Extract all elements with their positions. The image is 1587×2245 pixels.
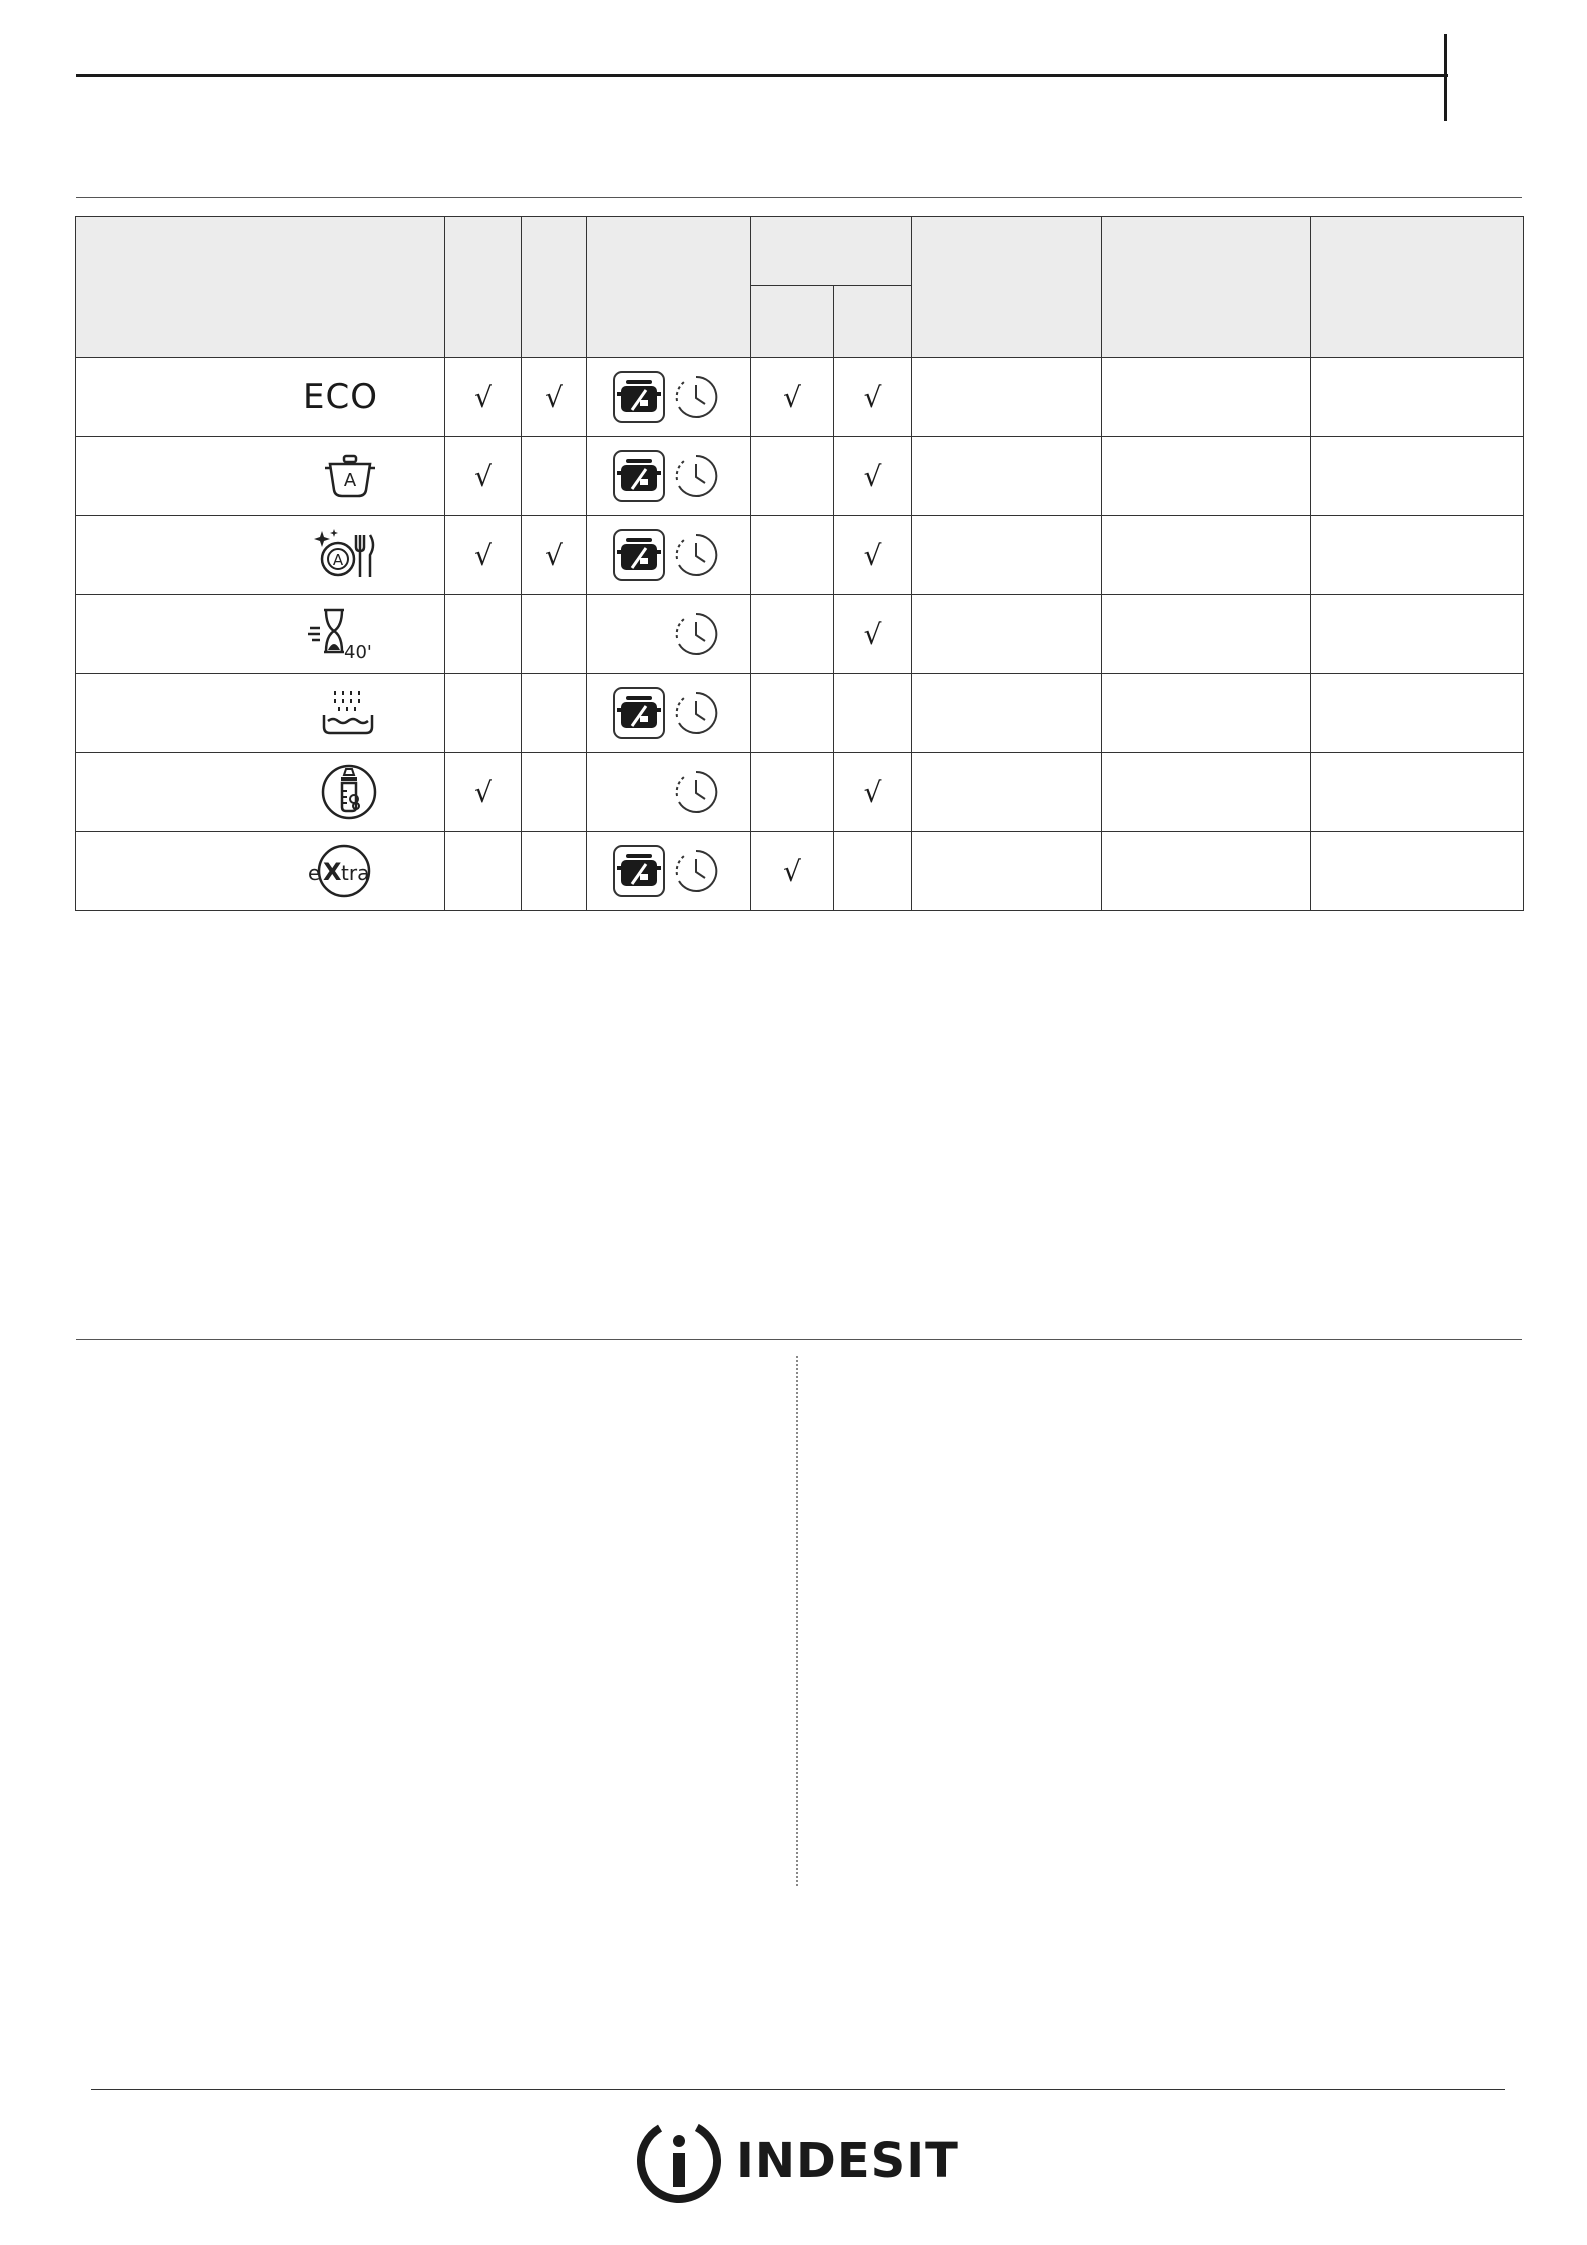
pot-icon xyxy=(611,448,667,504)
check-mark: √ xyxy=(863,617,882,651)
delay-clock-icon xyxy=(668,685,724,741)
col9-cell xyxy=(1311,595,1524,674)
baby-bottle-icon xyxy=(320,783,378,800)
delay-clock-icon xyxy=(668,606,724,662)
check-mark: √ xyxy=(545,380,563,414)
table-row xyxy=(76,358,1524,437)
corner-tick xyxy=(1444,34,1447,121)
sub-a-cell xyxy=(751,516,834,595)
sub-b-cell xyxy=(834,358,912,437)
header-group xyxy=(751,217,912,286)
program-cell xyxy=(76,437,445,516)
svg-text:40': 40' xyxy=(344,642,372,663)
sub-b-cell xyxy=(834,832,912,911)
col9-cell xyxy=(1311,674,1524,753)
col7-cell xyxy=(912,358,1102,437)
delay-clock-icon xyxy=(668,764,724,820)
indesit-logo xyxy=(636,2118,959,2204)
check-mark: √ xyxy=(474,775,492,809)
col7-cell xyxy=(912,753,1102,832)
col9-cell xyxy=(1311,437,1524,516)
sub-b-cell xyxy=(834,437,912,516)
header-col8 xyxy=(1102,217,1311,358)
table-row xyxy=(76,753,1524,832)
col7-cell xyxy=(912,674,1102,753)
sub-a-cell xyxy=(751,832,834,911)
options-cell xyxy=(587,358,751,437)
svg-text:e: e xyxy=(308,861,321,885)
check-mark: √ xyxy=(863,459,882,493)
check-mark: √ xyxy=(783,380,801,414)
svg-text:tra: tra xyxy=(341,861,370,885)
col8-cell xyxy=(1102,753,1311,832)
delay-clock-icon xyxy=(668,369,724,425)
program-cell xyxy=(76,358,445,437)
col2-cell xyxy=(522,358,587,437)
col2-cell xyxy=(522,595,587,674)
sub-a-cell xyxy=(751,595,834,674)
col7-cell xyxy=(912,595,1102,674)
col8-cell xyxy=(1102,358,1311,437)
table-row xyxy=(76,516,1524,595)
col7-cell xyxy=(912,516,1102,595)
header-program xyxy=(76,217,445,358)
col2-cell xyxy=(522,437,587,516)
header-col1 xyxy=(445,217,522,358)
check-mark: √ xyxy=(863,380,882,414)
sub-b-cell xyxy=(834,753,912,832)
svg-text:X: X xyxy=(323,858,342,886)
pot-icon xyxy=(611,843,667,899)
col1-cell xyxy=(445,358,522,437)
col1-cell xyxy=(445,674,522,753)
col9-cell xyxy=(1311,832,1524,911)
sub-a-cell xyxy=(751,674,834,753)
table-row xyxy=(76,595,1524,674)
pot-icon xyxy=(611,369,667,425)
col9-cell xyxy=(1311,358,1524,437)
header-options xyxy=(587,217,751,358)
program-label: ECO xyxy=(303,377,378,417)
check-mark: √ xyxy=(545,538,563,572)
col8-cell xyxy=(1102,595,1311,674)
options-cell xyxy=(587,595,751,674)
program-cell xyxy=(76,832,445,911)
col1-cell xyxy=(445,832,522,911)
check-mark: √ xyxy=(783,854,801,888)
soak-icon xyxy=(318,704,378,721)
check-mark: √ xyxy=(863,775,882,809)
sub-b-cell xyxy=(834,516,912,595)
empty-option-slot xyxy=(611,764,667,820)
program-cell xyxy=(76,753,445,832)
sub-a-cell xyxy=(751,358,834,437)
table-row xyxy=(76,832,1524,911)
logo-wordmark: INDESIT xyxy=(736,2133,959,2189)
svg-text:A: A xyxy=(343,470,357,491)
col2-cell xyxy=(522,832,587,911)
col1-cell xyxy=(445,753,522,832)
svg-text:A: A xyxy=(332,551,344,569)
col2-cell xyxy=(522,516,587,595)
header-sub-b xyxy=(834,286,912,358)
delay-clock-icon xyxy=(668,527,724,583)
programs-table xyxy=(75,216,1524,911)
sub-a-cell xyxy=(751,753,834,832)
table-row xyxy=(76,674,1524,753)
delay-clock-icon xyxy=(668,843,724,899)
col8-cell xyxy=(1102,674,1311,753)
col8-cell xyxy=(1102,516,1311,595)
auto-sparkle-cutlery-icon xyxy=(312,546,378,569)
header-col7 xyxy=(912,217,1102,358)
column-divider xyxy=(796,1356,798,1886)
section-rule-lower xyxy=(76,1339,1522,1340)
empty-option-slot xyxy=(611,606,667,662)
col2-cell xyxy=(522,753,587,832)
check-mark: √ xyxy=(863,538,882,572)
col1-cell xyxy=(445,437,522,516)
options-cell xyxy=(587,753,751,832)
col1-cell xyxy=(445,595,522,674)
col9-cell xyxy=(1311,753,1524,832)
col2-cell xyxy=(522,674,587,753)
program-cell xyxy=(76,674,445,753)
header-sub-a xyxy=(751,286,834,358)
sub-a-cell xyxy=(751,437,834,516)
col1-cell xyxy=(445,516,522,595)
header-col2 xyxy=(522,217,587,358)
col7-cell xyxy=(912,437,1102,516)
pot-icon xyxy=(611,527,667,583)
col8-cell xyxy=(1102,832,1311,911)
table-row xyxy=(76,437,1524,516)
col9-cell xyxy=(1311,516,1524,595)
auto-pot-icon xyxy=(322,467,378,491)
pot-icon xyxy=(611,685,667,741)
program-cell xyxy=(76,595,445,674)
col7-cell xyxy=(912,832,1102,911)
footer-rule xyxy=(91,2089,1505,2090)
check-mark: √ xyxy=(474,459,492,493)
quick-40-icon xyxy=(306,625,378,663)
options-cell xyxy=(587,437,751,516)
check-mark: √ xyxy=(474,538,492,572)
options-cell xyxy=(587,516,751,595)
check-mark: √ xyxy=(474,380,492,414)
options-cell xyxy=(587,674,751,753)
delay-clock-icon xyxy=(668,448,724,504)
options-cell xyxy=(587,832,751,911)
program-cell xyxy=(76,516,445,595)
top-rule xyxy=(76,74,1448,77)
header-col9 xyxy=(1311,217,1524,358)
extra-icon xyxy=(306,858,378,886)
col8-cell xyxy=(1102,437,1311,516)
logo-circle-i-icon xyxy=(636,2118,722,2204)
sub-b-cell xyxy=(834,595,912,674)
section-rule-top xyxy=(76,197,1522,198)
sub-b-cell xyxy=(834,674,912,753)
